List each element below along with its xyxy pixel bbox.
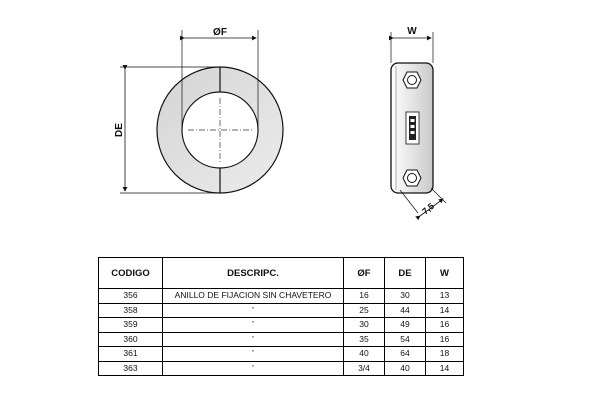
header-descripc: DESCRIPC. bbox=[163, 258, 344, 289]
table-row bbox=[99, 303, 464, 318]
cell-outer-diameter: 54 bbox=[385, 332, 426, 347]
cell-descripc: " bbox=[163, 318, 344, 333]
table-row bbox=[99, 332, 464, 347]
cell-descripc: ANILLO DE FIJACION SIN CHAVETERO bbox=[163, 289, 344, 304]
cell-diameter: 30 bbox=[344, 318, 385, 333]
cell-width: 16 bbox=[426, 318, 464, 333]
header-outer-diameter: DE bbox=[385, 258, 426, 289]
top-screw-icon bbox=[403, 72, 421, 88]
cell-width: 18 bbox=[426, 347, 464, 362]
cell-descripc: " bbox=[163, 361, 344, 376]
bottom-screw-icon bbox=[403, 170, 421, 186]
cell-codigo: 361 bbox=[99, 347, 163, 362]
cell-codigo: 360 bbox=[99, 332, 163, 347]
header-diameter: ØF bbox=[344, 258, 385, 289]
cell-diameter: 35 bbox=[344, 332, 385, 347]
cell-diameter: 40 bbox=[344, 347, 385, 362]
cell-codigo: 363 bbox=[99, 361, 163, 376]
cell-codigo: 359 bbox=[99, 318, 163, 333]
table-row bbox=[99, 361, 464, 376]
header-codigo: CODIGO bbox=[99, 258, 163, 289]
cell-diameter: 3/4 bbox=[344, 361, 385, 376]
cell-diameter: 16 bbox=[344, 289, 385, 304]
cell-outer-diameter: 40 bbox=[385, 361, 426, 376]
table-row bbox=[99, 289, 464, 304]
front-view bbox=[114, 27, 283, 193]
header-width: W bbox=[426, 258, 464, 289]
cell-descripc: " bbox=[163, 332, 344, 347]
table-row bbox=[99, 318, 464, 333]
cell-outer-diameter: 64 bbox=[385, 347, 426, 362]
table-row bbox=[99, 347, 464, 362]
chamfer-ext-2 bbox=[431, 188, 446, 203]
cell-outer-diameter: 49 bbox=[385, 318, 426, 333]
cell-width: 16 bbox=[426, 332, 464, 347]
cell-descripc: " bbox=[163, 303, 344, 318]
cell-codigo: 356 bbox=[99, 289, 163, 304]
brand-emblem-icon bbox=[406, 112, 419, 144]
cell-width: 13 bbox=[426, 289, 464, 304]
cell-outer-diameter: 30 bbox=[385, 289, 426, 304]
chamfer-label: 7,5 bbox=[420, 200, 437, 217]
spec-table bbox=[98, 257, 464, 376]
outer-label: DE bbox=[114, 123, 125, 137]
table-header-row bbox=[99, 258, 464, 289]
width-label: W bbox=[407, 26, 417, 37]
cell-outer-diameter: 44 bbox=[385, 303, 426, 318]
cell-descripc: " bbox=[163, 347, 344, 362]
cell-width: 14 bbox=[426, 361, 464, 376]
cell-diameter: 25 bbox=[344, 303, 385, 318]
cell-codigo: 358 bbox=[99, 303, 163, 318]
diameter-label: ØF bbox=[213, 27, 227, 38]
cell-width: 14 bbox=[426, 303, 464, 318]
side-view bbox=[391, 26, 446, 217]
